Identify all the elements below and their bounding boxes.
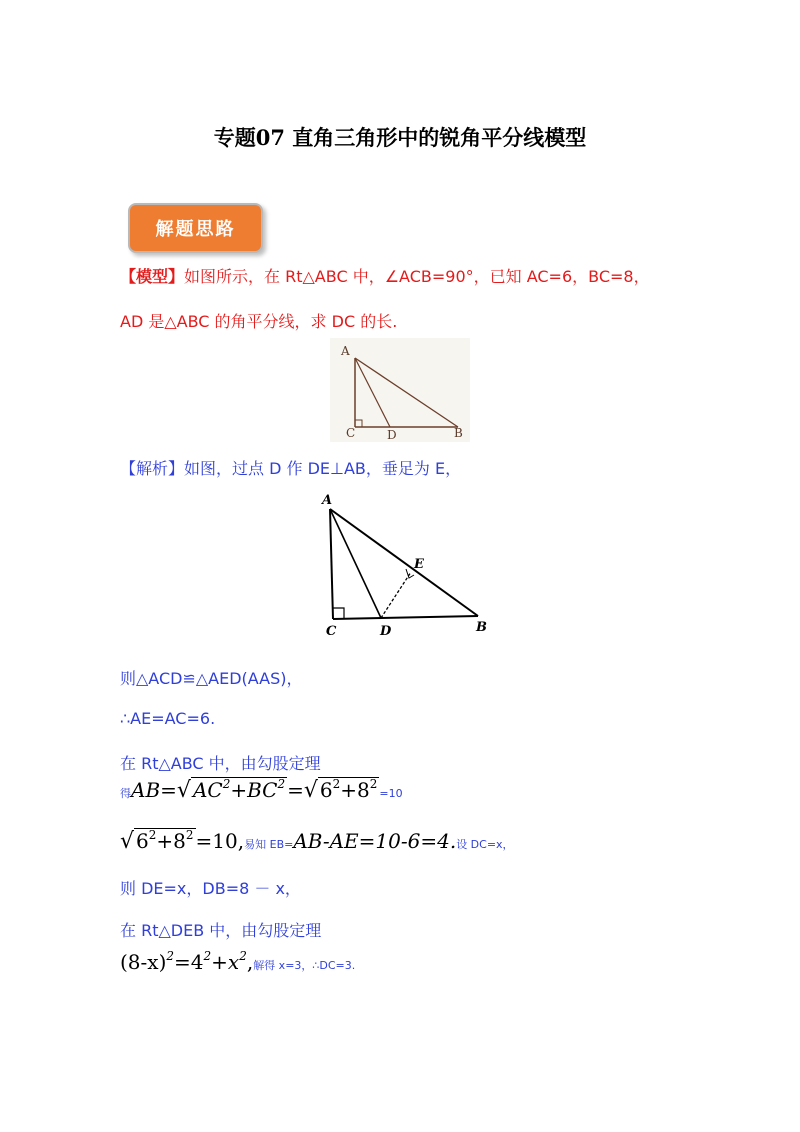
fig1-label-c: C <box>346 426 356 440</box>
sqrt-symbol: √ <box>120 829 135 854</box>
analysis-line-4: 在 Rt△ABC 中，由勾股定理 <box>120 754 321 773</box>
fig2-label-e: E <box>414 557 424 572</box>
model-line-2: AD 是△ABC 的角平分线，求 DC 的长. <box>120 312 398 331</box>
exponent: 2 <box>166 949 175 963</box>
fig2-right-angle-mark-c <box>333 608 344 618</box>
analysis-text-1: 如图，过点 D 作 DE⊥AB，垂足为 E， <box>184 459 462 478</box>
solution-approach-badge: 解题思路 <box>128 203 263 253</box>
exponent: 2 <box>369 777 378 791</box>
exponent: 2 <box>148 828 157 842</box>
fig2-label-a: A <box>322 493 333 508</box>
exponent: 2 <box>239 949 247 963</box>
page-title: 专题07 直角三角形中的锐角平分线模型 <box>213 125 587 150</box>
fig2-side-ac <box>330 509 333 619</box>
fig2-right-angle-mark-e <box>406 569 414 578</box>
analysis-line-1 <box>120 456 461 479</box>
fig2-side-ab <box>330 509 478 616</box>
sqrt-symbol: √ <box>176 778 191 803</box>
eq2-eight: 8 <box>173 829 186 853</box>
analysis-tag: 【解析】 <box>120 459 185 478</box>
model-line-1 <box>120 264 650 287</box>
plus-sign: + <box>230 778 248 802</box>
exponent: 2 <box>222 777 231 791</box>
analysis-line-3: ∴AE=AC=6. <box>120 709 216 728</box>
eq1-bc: BC <box>247 778 278 802</box>
fig1-label-d: D <box>387 428 397 442</box>
exponent: 2 <box>277 777 286 791</box>
fig2-label-c: C <box>326 624 337 639</box>
plus-sign: + <box>156 829 174 853</box>
sqrt-symbol: √ <box>303 778 318 803</box>
fig2-bisector-ad <box>330 509 381 618</box>
exponent: 2 <box>203 949 212 963</box>
figure-2-triangle <box>318 490 496 640</box>
eq4-mid: =4 <box>174 950 204 974</box>
exponent: 2 <box>332 777 341 791</box>
figure-1-triangle <box>330 338 470 442</box>
fig2-side-cb <box>333 616 478 619</box>
eq2-note: 易知 EB= <box>244 838 294 851</box>
equation-4: $(8-x)^2=4^2+x^2$,解得 x=3，∴DC=3. <box>120 949 356 974</box>
eq1-prefix: 得 <box>120 787 131 800</box>
fig2-label-b: B <box>476 620 487 635</box>
model-tag: 【模型】 <box>120 267 185 286</box>
analysis-line-7: 在 Rt△DEB 中，由勾股定理 <box>120 921 322 940</box>
eq3-note: 设 DC=x， <box>456 838 514 851</box>
eq1-eight: 8 <box>357 778 370 802</box>
eq2-tail: =10, <box>195 829 245 853</box>
fig1-label-b: B <box>454 426 463 440</box>
eq1-lhs: AB= <box>131 778 177 802</box>
fig1-label-a: A <box>341 344 350 358</box>
eq3: AB-AE=10-6=4. <box>293 829 457 853</box>
fig2-label-d: D <box>380 624 392 639</box>
eq1-ac: AC <box>192 778 223 802</box>
eq1-result: =10 <box>379 787 403 800</box>
analysis-line-6: 则 DE=x，DB=8 － x， <box>120 879 301 898</box>
analysis-line-2: 则△ACD≌△AED(AAS)， <box>120 669 303 688</box>
plus-sign: + <box>211 950 228 974</box>
equation-1: 得AB=√ $AC^2+BC^2$ =√ $6^2+8^2=10$ <box>120 777 403 803</box>
fig2-perpendicular-de <box>381 572 411 618</box>
eq2-six: 6 <box>136 829 149 853</box>
exponent: 2 <box>185 828 194 842</box>
equation-2 <box>120 828 514 854</box>
eq4-lhs: (8-x) <box>120 950 167 974</box>
final-note: 解得 x=3，∴DC=3. <box>253 959 356 972</box>
eq1-six: 6 <box>319 778 333 802</box>
plus-sign: + <box>340 778 358 802</box>
eq4-x: x <box>227 950 240 974</box>
model-text-1: 如图所示，在 Rt△ABC 中，∠ACB=90°，已知 AC=6，BC=8， <box>184 267 650 286</box>
